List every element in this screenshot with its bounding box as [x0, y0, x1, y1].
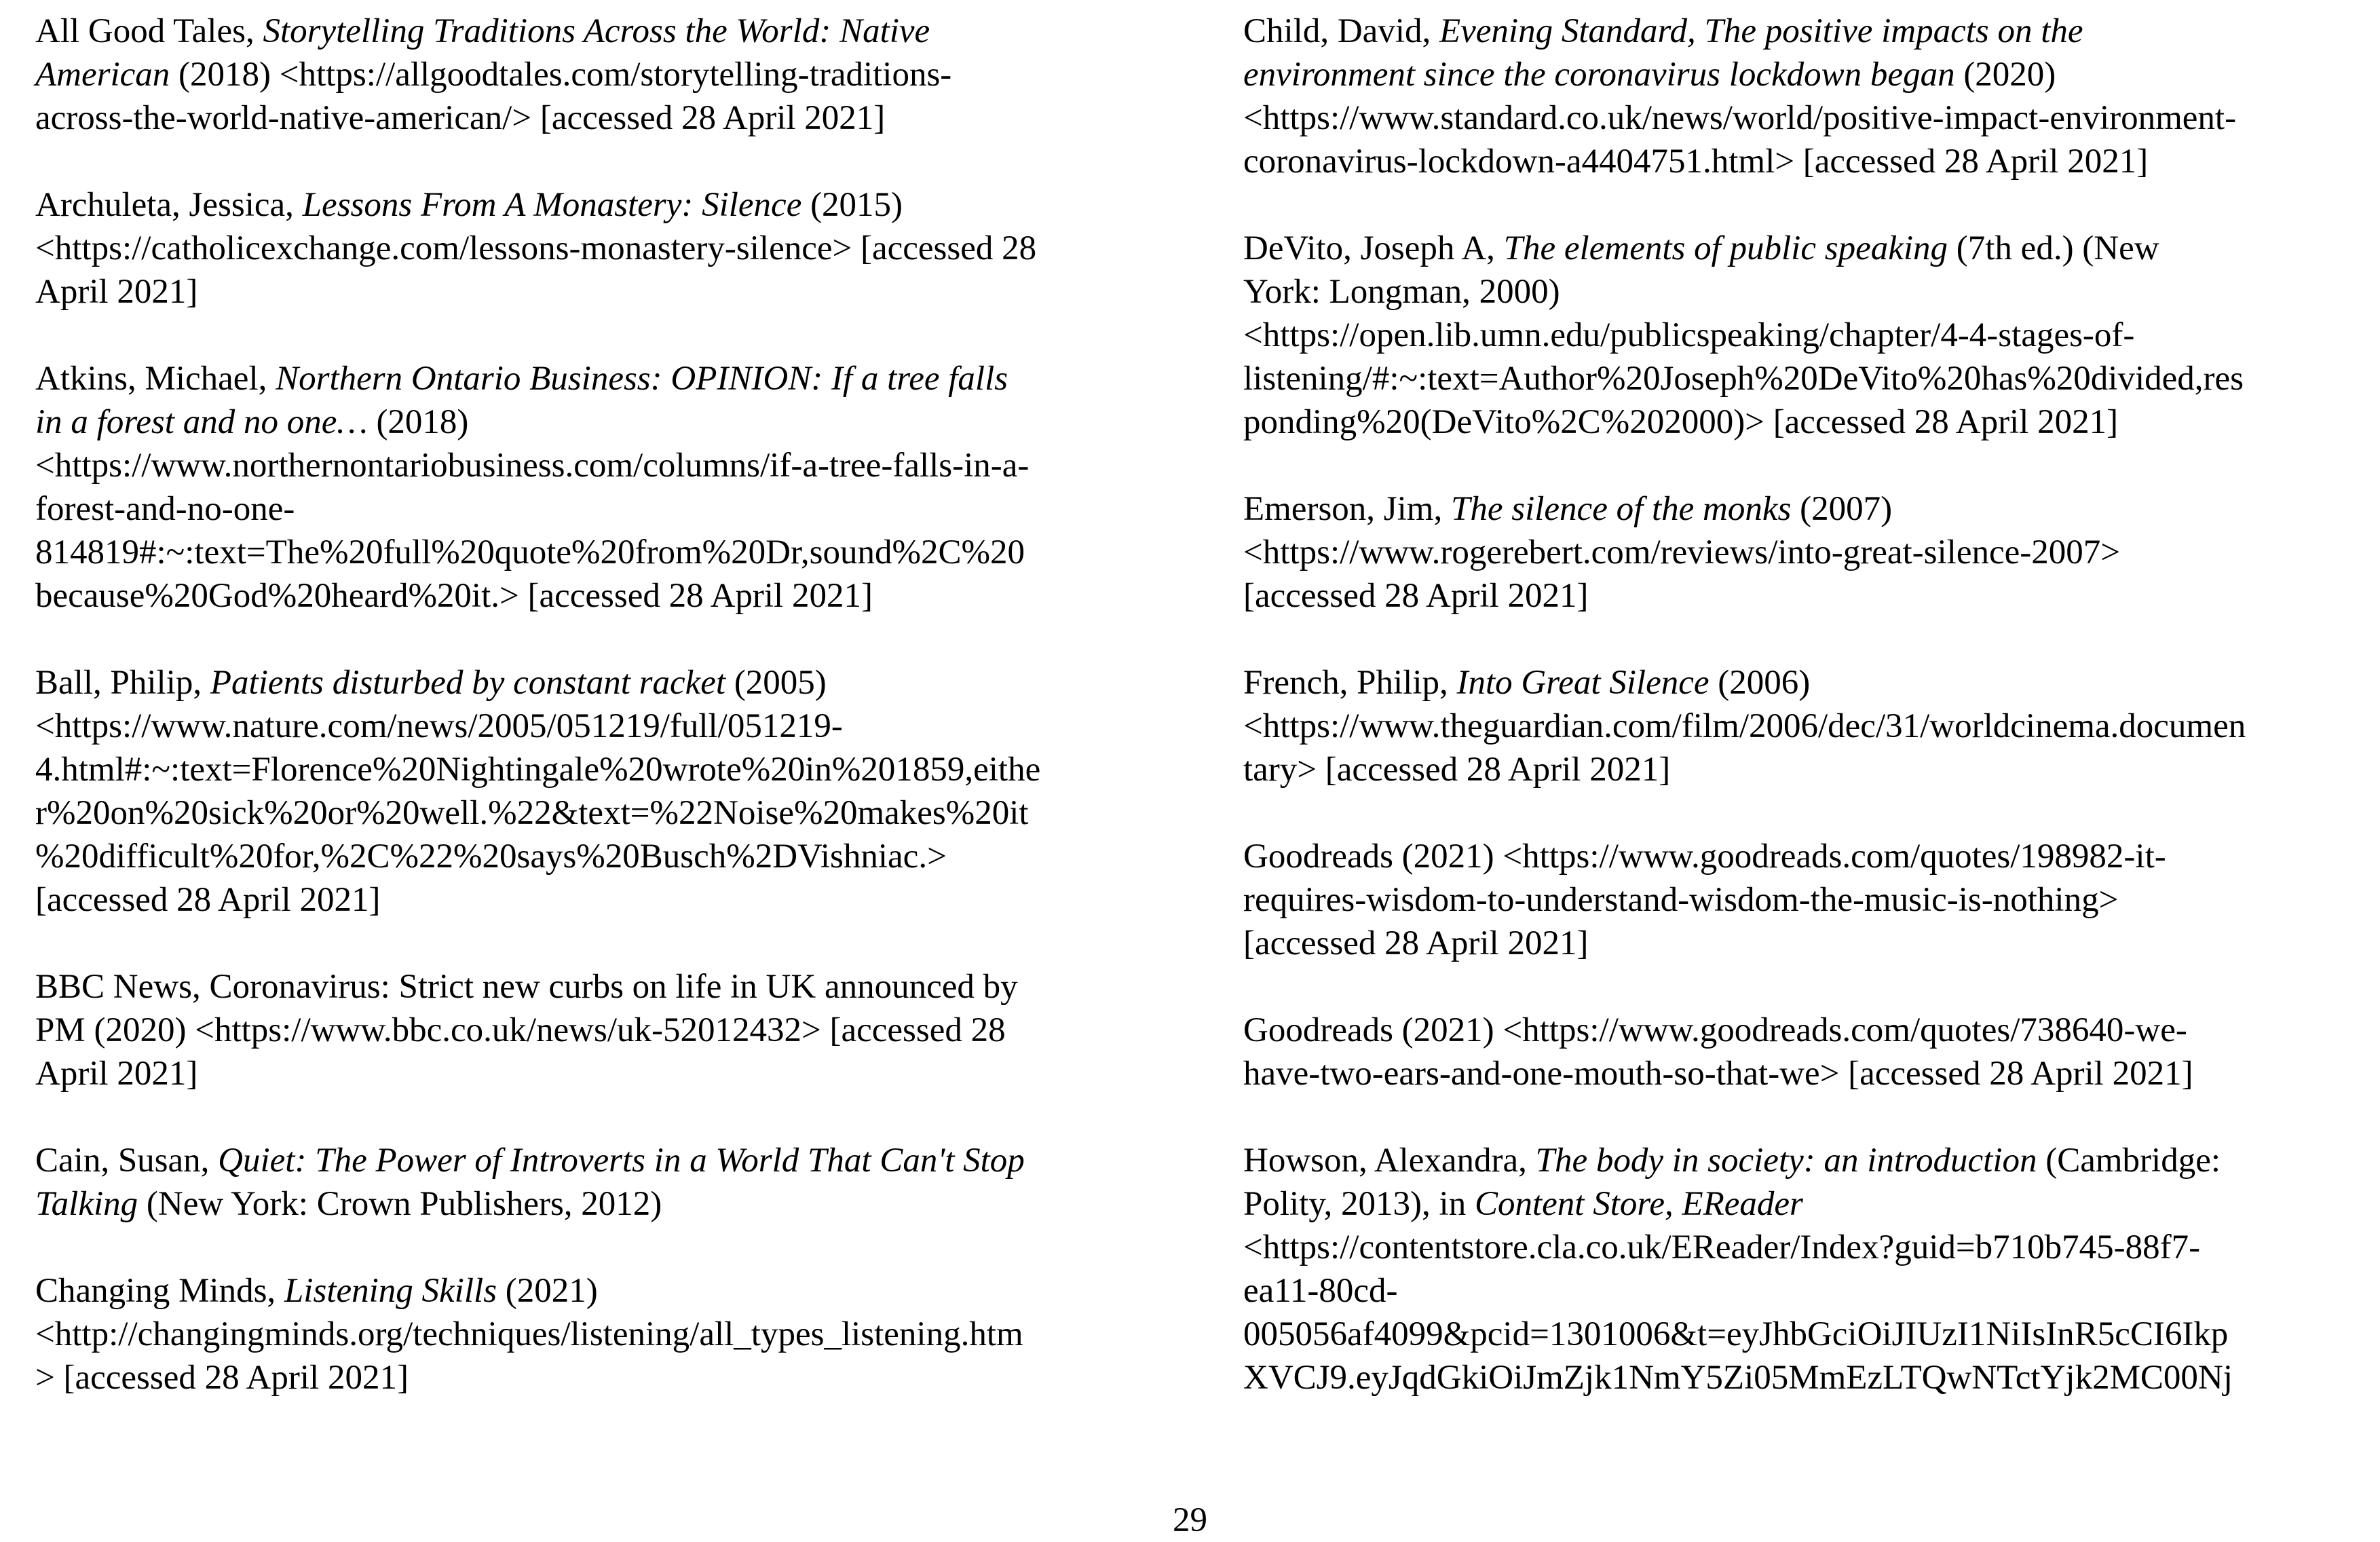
- reference-entry: [1243, 661, 2356, 791]
- reference-title-text: Lessons From A Monastery: Silence: [302, 186, 802, 224]
- reference-title-text: Evening Standard, The positive impacts on the: [1439, 12, 2083, 50]
- reference-text: Ball, Philip,: [35, 664, 210, 702]
- reference-text: 814819#:~:text=The%20full%20quote%20from%20Dr,sound%2C%20: [35, 533, 1025, 571]
- reference-text: (Cambridge:: [2037, 1142, 2221, 1180]
- reference-entry: [1243, 227, 2356, 444]
- reference-text: ea11-80cd-: [1243, 1272, 1398, 1310]
- reference-line: [35, 704, 1148, 748]
- reference-line: [1243, 487, 2356, 531]
- reference-entry: [35, 10, 1148, 140]
- reference-text: French, Philip,: [1243, 664, 1457, 702]
- reference-text: <https://open.lib.umn.edu/publicspeaking/chapter/4-4-stages-of-: [1243, 316, 2135, 354]
- reference-text: [accessed 28 April 2021]: [1243, 924, 1589, 962]
- reference-line: [35, 444, 1148, 487]
- reference-text: All Good Tales,: [35, 12, 263, 50]
- reference-line: [35, 1139, 1148, 1182]
- reference-text: ponding%20(DeVito%2C%202000)> [accessed 28 April 2021]: [1243, 403, 2119, 441]
- reference-line: [1243, 314, 2356, 357]
- reference-line: [1243, 1356, 2356, 1399]
- reference-line: [1243, 96, 2356, 140]
- reference-text: DeVito, Joseph A,: [1243, 229, 1504, 267]
- reference-line: [35, 1269, 1148, 1313]
- reference-title-text: The body in society: an introduction: [1535, 1142, 2037, 1180]
- reference-title-text: The elements of public speaking: [1503, 229, 1948, 267]
- reference-text: [accessed 28 April 2021]: [1243, 577, 1589, 615]
- reference-text: Changing Minds,: [35, 1272, 284, 1310]
- reference-line: [1243, 922, 2356, 965]
- reference-line: [35, 835, 1148, 878]
- reference-text: April 2021]: [35, 1055, 198, 1093]
- reference-line: [1243, 227, 2356, 270]
- reference-text: Child, David,: [1243, 12, 1439, 50]
- reference-text: (2018): [367, 403, 469, 441]
- reference-text: tary> [accessed 28 April 2021]: [1243, 751, 1671, 789]
- reference-text: Atkins, Michael,: [35, 360, 276, 398]
- reference-text: BBC News, Coronavirus: Strict new curbs on life in UK announced by: [35, 968, 1018, 1006]
- reference-title-text: Talking: [35, 1185, 138, 1223]
- reference-text: Emerson, Jim,: [1243, 490, 1451, 528]
- reference-text: <http://changingminds.org/techniques/listening/all_types_listening.htm: [35, 1315, 1023, 1353]
- reference-line: [35, 357, 1148, 400]
- reference-title-text: Patients disturbed by constant racket: [210, 664, 726, 702]
- reference-text: <https://www.rogerebert.com/reviews/into-great-silence-2007>: [1243, 533, 2120, 571]
- reference-text: Cain, Susan,: [35, 1142, 219, 1180]
- reference-line: [1243, 53, 2356, 96]
- reference-text: Polity, 2013), in: [1243, 1185, 1475, 1223]
- reference-text: Howson, Alexandra,: [1243, 1142, 1536, 1180]
- reference-text: (New York: Crown Publishers, 2012): [138, 1185, 662, 1223]
- reference-text: (7th ed.) (New: [1948, 229, 2159, 267]
- reference-entry: [1243, 1139, 2356, 1399]
- reference-text: (2015): [801, 186, 903, 224]
- reference-line: [1243, 531, 2356, 574]
- reference-line: [1243, 878, 2356, 922]
- reference-title-text: in a forest and no one…: [35, 403, 368, 441]
- reference-text: forest-and-no-one-: [35, 490, 295, 528]
- reference-line: [35, 531, 1148, 574]
- reference-title-text: The silence of the monks: [1450, 490, 1792, 528]
- reference-line: [35, 965, 1148, 1009]
- reference-text: <https://www.nature.com/news/2005/051219/full/051219-: [35, 707, 843, 745]
- reference-line: [35, 1356, 1148, 1399]
- reference-line: [35, 1052, 1148, 1095]
- reference-text: April 2021]: [35, 273, 198, 311]
- reference-line: [35, 1313, 1148, 1356]
- reference-text: PM (2020) <https://www.bbc.co.uk/news/uk-52012432> [accessed 28: [35, 1011, 1006, 1049]
- reference-title-text: American: [35, 56, 170, 94]
- reference-line: [1243, 400, 2356, 444]
- reference-text: 005056af4099&pcid=1301006&t=eyJhbGciOiJIUzI1NiIsInR5cCI6Ikp: [1243, 1315, 2229, 1353]
- reference-text: 4.html#:~:text=Florence%20Nightingale%20wrote%20in%201859,eithe: [35, 751, 1041, 789]
- reference-line: [35, 10, 1148, 53]
- reference-line: [1243, 835, 2356, 878]
- reference-line: [1243, 748, 2356, 791]
- reference-entry: [35, 1269, 1148, 1399]
- reference-line: [1243, 357, 2356, 400]
- reference-text: [accessed 28 April 2021]: [35, 881, 381, 919]
- reference-text: (2020): [1954, 56, 2056, 94]
- reference-line: [1243, 1139, 2356, 1182]
- reference-text: <https://catholicexchange.com/lessons-monastery-silence> [accessed 28: [35, 229, 1037, 267]
- reference-text: because%20God%20heard%20it.> [accessed 28 April 2021]: [35, 577, 873, 615]
- reference-title-text: Listening Skills: [284, 1272, 497, 1310]
- reference-title-text: environment since the coronavirus lockdown began: [1243, 56, 1955, 94]
- reference-text: Archuleta, Jessica,: [35, 186, 303, 224]
- reference-title-text: Into Great Silence: [1456, 664, 1710, 702]
- reference-line: [35, 270, 1148, 314]
- reference-text: have-two-ears-and-one-mouth-so-that-we> [accessed 28 April 2021]: [1243, 1055, 2193, 1093]
- reference-text: <https://www.northernontariobusiness.com/columns/if-a-tree-falls-in-a-: [35, 447, 1030, 485]
- reference-entry: [35, 357, 1148, 618]
- reference-line: [1243, 10, 2356, 53]
- reference-line: [35, 96, 1148, 140]
- page-number: 29: [1173, 1501, 1207, 1539]
- reference-entry: [1243, 10, 2356, 183]
- reference-line: [35, 748, 1148, 791]
- reference-text: XVCJ9.eyJqdGkiOiJmZjk1NmY5Zi05MmEzLTQwNTctYjk2MC00Nj: [1243, 1359, 2233, 1397]
- reference-line: [35, 53, 1148, 96]
- reference-text: (2018) <https://allgoodtales.com/storytelling-traditions-: [170, 56, 952, 94]
- reference-text: <https://www.theguardian.com/film/2006/dec/31/worldcinema.documen: [1243, 707, 2246, 745]
- bibliography-right-column: [1243, 10, 2356, 1443]
- reference-text: Goodreads (2021) <https://www.goodreads.com/quotes/198982-it-: [1243, 838, 2166, 876]
- reference-line: [1243, 1182, 2356, 1226]
- reference-line: [1243, 1009, 2356, 1052]
- reference-line: [1243, 140, 2356, 183]
- reference-text: r%20on%20sick%20or%20well.%22&text=%22Noise%20makes%20it: [35, 794, 1029, 832]
- reference-line: [35, 487, 1148, 531]
- reference-line: [35, 574, 1148, 618]
- reference-title-text: Storytelling Traditions Across the World: Native: [263, 12, 930, 50]
- reference-line: [35, 1182, 1148, 1226]
- reference-line: [35, 1009, 1148, 1052]
- reference-line: [35, 400, 1148, 444]
- reference-text: <https://www.standard.co.uk/news/world/positive-impact-environment-: [1243, 99, 2237, 137]
- reference-line: [1243, 270, 2356, 314]
- reference-title-text: Quiet: The Power of Introverts in a World That Can't Stop: [218, 1142, 1025, 1180]
- reference-line: [1243, 704, 2356, 748]
- reference-line: [35, 791, 1148, 835]
- reference-entry: [1243, 487, 2356, 618]
- reference-text: > [accessed 28 April 2021]: [35, 1359, 409, 1397]
- reference-text: York: Longman, 2000): [1243, 273, 1560, 311]
- reference-line: [35, 661, 1148, 704]
- reference-text: listening/#:~:text=Author%20Joseph%20DeVito%20has%20divided,res: [1243, 360, 2244, 398]
- reference-entry: [35, 661, 1148, 922]
- reference-text: (2005): [725, 664, 827, 702]
- reference-text: Goodreads (2021) <https://www.goodreads.com/quotes/738640-we-: [1243, 1011, 2187, 1049]
- bibliography-left-column: [35, 10, 1148, 1443]
- reference-line: [1243, 1269, 2356, 1313]
- reference-line: [35, 183, 1148, 227]
- reference-entry: [35, 1139, 1148, 1226]
- reference-text: (2006): [1709, 664, 1811, 702]
- reference-text: requires-wisdom-to-understand-wisdom-the-music-is-nothing>: [1243, 881, 2119, 919]
- reference-entry: [1243, 835, 2356, 965]
- reference-text: (2021): [497, 1272, 598, 1310]
- reference-line: [35, 227, 1148, 270]
- reference-line: [1243, 1052, 2356, 1095]
- reference-text: <https://contentstore.cla.co.uk/EReader/Index?guid=b710b745-88f7-: [1243, 1228, 2201, 1266]
- reference-text: across-the-world-native-american/> [accessed 28 April 2021]: [35, 99, 886, 137]
- reference-title-text: Northern Ontario Business: OPINION: If a tree falls: [276, 360, 1008, 398]
- reference-line: [1243, 1313, 2356, 1356]
- reference-line: [35, 878, 1148, 922]
- reference-title-text: Content Store, EReader: [1474, 1185, 1803, 1223]
- reference-text: %20difficult%20for,%2C%22%20says%20Busch%2DVishniac.>: [35, 838, 947, 876]
- reference-entry: [1243, 1009, 2356, 1095]
- reference-line: [1243, 574, 2356, 618]
- reference-text: coronavirus-lockdown-a4404751.html> [accessed 28 April 2021]: [1243, 143, 2149, 181]
- reference-line: [1243, 661, 2356, 704]
- reference-entry: [35, 183, 1148, 314]
- reference-text: (2007): [1791, 490, 1893, 528]
- reference-line: [1243, 1226, 2356, 1269]
- reference-entry: [35, 965, 1148, 1095]
